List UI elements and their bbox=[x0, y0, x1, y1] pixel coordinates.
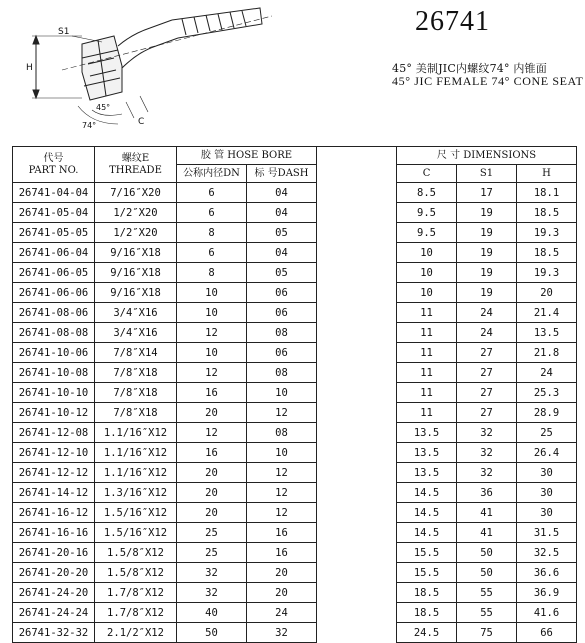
cell-dash: 16 bbox=[247, 523, 317, 543]
table-row bbox=[13, 223, 577, 243]
label-angle45: 45° bbox=[96, 103, 111, 112]
cell-dash: 04 bbox=[247, 243, 317, 263]
cell-h: 36.6 bbox=[517, 563, 577, 583]
cell-c: 13.5 bbox=[397, 423, 457, 443]
cell-thread: 1.7/8″X12 bbox=[95, 583, 177, 603]
cell-thread: 7/8″X18 bbox=[95, 363, 177, 383]
cell-dn: 12 bbox=[177, 363, 247, 383]
cell-part-no: 26741-06-06 bbox=[13, 283, 95, 303]
cell-c: 9.5 bbox=[397, 203, 457, 223]
table-row bbox=[13, 583, 577, 603]
cell-part-no: 26741-10-12 bbox=[13, 403, 95, 423]
table-row bbox=[13, 543, 577, 563]
cell-thread: 9/16″X18 bbox=[95, 283, 177, 303]
table-row bbox=[13, 243, 577, 263]
cell-c: 11 bbox=[397, 343, 457, 363]
cell-dn: 12 bbox=[177, 423, 247, 443]
header-part-cn: 代号 bbox=[43, 152, 64, 164]
table-row bbox=[13, 363, 577, 383]
cell-thread: 1.5/16″X12 bbox=[95, 503, 177, 523]
cell-s1: 17 bbox=[457, 183, 517, 203]
cell-gap bbox=[317, 523, 397, 543]
cell-part-no: 26741-16-16 bbox=[13, 523, 95, 543]
cell-dn: 6 bbox=[177, 203, 247, 223]
table-row bbox=[13, 603, 577, 623]
table-row bbox=[13, 303, 577, 323]
cell-c: 24.5 bbox=[397, 623, 457, 643]
cell-gap bbox=[317, 263, 397, 283]
cell-part-no: 26741-05-04 bbox=[13, 203, 95, 223]
cell-dash: 12 bbox=[247, 503, 317, 523]
cell-thread: 7/8″X14 bbox=[95, 343, 177, 363]
cell-dn: 6 bbox=[177, 183, 247, 203]
cell-dash: 20 bbox=[247, 563, 317, 583]
cell-h: 36.9 bbox=[517, 583, 577, 603]
header-part-en: PART NO. bbox=[28, 164, 79, 176]
cell-dash: 08 bbox=[247, 323, 317, 343]
description-cn: 45° 美制JIC内螺纹74° 内锥面 bbox=[392, 62, 547, 75]
cell-thread: 3/4″X16 bbox=[95, 323, 177, 343]
cell-dash: 08 bbox=[247, 363, 317, 383]
cell-dn: 16 bbox=[177, 443, 247, 463]
cell-dn: 32 bbox=[177, 563, 247, 583]
cell-gap bbox=[317, 543, 397, 563]
table-row bbox=[13, 623, 577, 643]
cell-dash: 06 bbox=[247, 283, 317, 303]
cell-dash: 10 bbox=[247, 443, 317, 463]
cell-dn: 20 bbox=[177, 503, 247, 523]
cell-gap bbox=[317, 343, 397, 363]
cell-c: 8.5 bbox=[397, 183, 457, 203]
cell-s1: 24 bbox=[457, 323, 517, 343]
cell-dn: 20 bbox=[177, 483, 247, 503]
cell-h: 21.4 bbox=[517, 303, 577, 323]
header-thread-cn: 螺纹E bbox=[121, 152, 150, 164]
cell-h: 25.3 bbox=[517, 383, 577, 403]
cell-s1: 27 bbox=[457, 343, 517, 363]
cell-dash: 06 bbox=[247, 303, 317, 323]
header-thread bbox=[95, 147, 177, 183]
cell-gap bbox=[317, 323, 397, 343]
cell-gap bbox=[317, 443, 397, 463]
header-dash: 标 号DASH bbox=[247, 165, 317, 183]
cell-s1: 24 bbox=[457, 303, 517, 323]
table-row bbox=[13, 283, 577, 303]
header-gap bbox=[317, 147, 397, 183]
cell-part-no: 26741-06-05 bbox=[13, 263, 95, 283]
cell-part-no: 26741-24-20 bbox=[13, 583, 95, 603]
cell-h: 18.1 bbox=[517, 183, 577, 203]
cell-gap bbox=[317, 383, 397, 403]
cell-c: 18.5 bbox=[397, 603, 457, 623]
cell-thread: 9/16″X18 bbox=[95, 243, 177, 263]
cell-s1: 19 bbox=[457, 223, 517, 243]
cell-s1: 27 bbox=[457, 363, 517, 383]
cell-gap bbox=[317, 403, 397, 423]
cell-h: 18.5 bbox=[517, 203, 577, 223]
cell-dn: 25 bbox=[177, 543, 247, 563]
cell-dn: 32 bbox=[177, 583, 247, 603]
cell-gap bbox=[317, 483, 397, 503]
cell-dash: 05 bbox=[247, 223, 317, 243]
cell-c: 13.5 bbox=[397, 443, 457, 463]
cell-c: 15.5 bbox=[397, 543, 457, 563]
cell-part-no: 26741-20-16 bbox=[13, 543, 95, 563]
cell-s1: 27 bbox=[457, 403, 517, 423]
cell-dn: 50 bbox=[177, 623, 247, 643]
cell-dash: 05 bbox=[247, 263, 317, 283]
header-c: C bbox=[397, 165, 457, 183]
table-row bbox=[13, 403, 577, 423]
cell-c: 11 bbox=[397, 403, 457, 423]
cell-s1: 41 bbox=[457, 503, 517, 523]
cell-h: 30 bbox=[517, 503, 577, 523]
cell-part-no: 26741-14-12 bbox=[13, 483, 95, 503]
cell-s1: 55 bbox=[457, 603, 517, 623]
cell-gap bbox=[317, 183, 397, 203]
cell-thread: 1.1/16″X12 bbox=[95, 463, 177, 483]
cell-thread: 1.1/16″X12 bbox=[95, 423, 177, 443]
cell-part-no: 26741-04-04 bbox=[13, 183, 95, 203]
cell-gap bbox=[317, 603, 397, 623]
cell-c: 11 bbox=[397, 303, 457, 323]
cell-gap bbox=[317, 423, 397, 443]
label-h: H bbox=[26, 63, 33, 73]
cell-gap bbox=[317, 583, 397, 603]
cell-thread: 1.5/8″X12 bbox=[95, 563, 177, 583]
cell-thread: 2.1/2″X12 bbox=[95, 623, 177, 643]
table-row bbox=[13, 443, 577, 463]
cell-thread: 7/8″X18 bbox=[95, 403, 177, 423]
header-thread-en: THREADE bbox=[109, 164, 162, 176]
cell-c: 10 bbox=[397, 263, 457, 283]
cell-thread: 1.5/8″X12 bbox=[95, 543, 177, 563]
cell-s1: 50 bbox=[457, 563, 517, 583]
cell-thread: 9/16″X18 bbox=[95, 263, 177, 283]
cell-gap bbox=[317, 563, 397, 583]
cell-h: 19.3 bbox=[517, 263, 577, 283]
cell-h: 20 bbox=[517, 283, 577, 303]
table-row bbox=[13, 463, 577, 483]
cell-dash: 32 bbox=[247, 623, 317, 643]
cell-c: 14.5 bbox=[397, 483, 457, 503]
cell-s1: 19 bbox=[457, 283, 517, 303]
dimensions-table bbox=[12, 146, 577, 643]
cell-s1: 19 bbox=[457, 203, 517, 223]
cell-s1: 50 bbox=[457, 543, 517, 563]
cell-dn: 8 bbox=[177, 223, 247, 243]
cell-part-no: 26741-24-24 bbox=[13, 603, 95, 623]
cell-dn: 10 bbox=[177, 283, 247, 303]
cell-gap bbox=[317, 283, 397, 303]
table-row bbox=[13, 383, 577, 403]
cell-dash: 16 bbox=[247, 543, 317, 563]
cell-c: 14.5 bbox=[397, 523, 457, 543]
cell-s1: 32 bbox=[457, 463, 517, 483]
label-s1: S1 bbox=[58, 27, 70, 37]
cell-s1: 55 bbox=[457, 583, 517, 603]
cell-dash: 12 bbox=[247, 483, 317, 503]
cell-c: 11 bbox=[397, 363, 457, 383]
cell-gap bbox=[317, 463, 397, 483]
cell-h: 30 bbox=[517, 463, 577, 483]
cell-dn: 10 bbox=[177, 343, 247, 363]
cell-part-no: 26741-12-10 bbox=[13, 443, 95, 463]
cell-s1: 41 bbox=[457, 523, 517, 543]
cell-s1: 19 bbox=[457, 263, 517, 283]
cell-dash: 24 bbox=[247, 603, 317, 623]
cell-dn: 8 bbox=[177, 263, 247, 283]
cell-s1: 19 bbox=[457, 243, 517, 263]
cell-c: 9.5 bbox=[397, 223, 457, 243]
cell-gap bbox=[317, 223, 397, 243]
header-dimensions: 尺 寸 DIMENSIONS bbox=[397, 147, 577, 165]
table-row bbox=[13, 203, 577, 223]
cell-gap bbox=[317, 623, 397, 643]
cell-thread: 1.7/8″X12 bbox=[95, 603, 177, 623]
cell-thread: 1.5/16″X12 bbox=[95, 523, 177, 543]
cell-c: 11 bbox=[397, 383, 457, 403]
cell-gap bbox=[317, 243, 397, 263]
cell-part-no: 26741-06-04 bbox=[13, 243, 95, 263]
cell-s1: 75 bbox=[457, 623, 517, 643]
cell-h: 32.5 bbox=[517, 543, 577, 563]
cell-thread: 1/2″X20 bbox=[95, 223, 177, 243]
part-number-title: 26741 bbox=[415, 6, 490, 37]
cell-c: 10 bbox=[397, 243, 457, 263]
cell-h: 26.4 bbox=[517, 443, 577, 463]
cell-c: 10 bbox=[397, 283, 457, 303]
cell-h: 41.6 bbox=[517, 603, 577, 623]
table-row bbox=[13, 563, 577, 583]
cell-part-no: 26741-10-08 bbox=[13, 363, 95, 383]
cell-dn: 20 bbox=[177, 463, 247, 483]
cell-dn: 40 bbox=[177, 603, 247, 623]
header-s1: S1 bbox=[457, 165, 517, 183]
cell-c: 18.5 bbox=[397, 583, 457, 603]
cell-thread: 1.3/16″X12 bbox=[95, 483, 177, 503]
table-body bbox=[13, 183, 577, 643]
table-row bbox=[13, 503, 577, 523]
cell-h: 30 bbox=[517, 483, 577, 503]
cell-part-no: 26741-16-12 bbox=[13, 503, 95, 523]
cell-h: 25 bbox=[517, 423, 577, 443]
cell-part-no: 26741-08-08 bbox=[13, 323, 95, 343]
cell-h: 19.3 bbox=[517, 223, 577, 243]
header-dn: 公称内径DN bbox=[177, 165, 247, 183]
cell-dn: 10 bbox=[177, 303, 247, 323]
table-row bbox=[13, 263, 577, 283]
cell-gap bbox=[317, 203, 397, 223]
cell-thread: 1.1/16″X12 bbox=[95, 443, 177, 463]
cell-dn: 6 bbox=[177, 243, 247, 263]
table-row bbox=[13, 523, 577, 543]
header-part bbox=[13, 147, 95, 183]
cell-part-no: 26741-12-12 bbox=[13, 463, 95, 483]
cell-gap bbox=[317, 363, 397, 383]
table-row bbox=[13, 483, 577, 503]
cell-h: 28.9 bbox=[517, 403, 577, 423]
cell-dash: 20 bbox=[247, 583, 317, 603]
cell-c: 15.5 bbox=[397, 563, 457, 583]
cell-h: 24 bbox=[517, 363, 577, 383]
cell-s1: 32 bbox=[457, 443, 517, 463]
cell-dash: 06 bbox=[247, 343, 317, 363]
fitting-drawing bbox=[22, 6, 292, 136]
cell-dn: 20 bbox=[177, 403, 247, 423]
cell-dn: 25 bbox=[177, 523, 247, 543]
cell-gap bbox=[317, 503, 397, 523]
cell-dash: 08 bbox=[247, 423, 317, 443]
cell-s1: 27 bbox=[457, 383, 517, 403]
cell-s1: 36 bbox=[457, 483, 517, 503]
cell-c: 13.5 bbox=[397, 463, 457, 483]
header-hose-bore: 胶 管 HOSE BORE bbox=[177, 147, 317, 165]
cell-part-no: 26741-32-32 bbox=[13, 623, 95, 643]
cell-h: 18.5 bbox=[517, 243, 577, 263]
table-row bbox=[13, 343, 577, 363]
cell-part-no: 26741-08-06 bbox=[13, 303, 95, 323]
label-angle74: 74° bbox=[82, 121, 97, 130]
cell-h: 21.8 bbox=[517, 343, 577, 363]
cell-part-no: 26741-05-05 bbox=[13, 223, 95, 243]
cell-dash: 12 bbox=[247, 463, 317, 483]
table-row bbox=[13, 423, 577, 443]
cell-dash: 10 bbox=[247, 383, 317, 403]
description-en: 45° JIC FEMALE 74° CONE SEAT bbox=[392, 74, 584, 88]
cell-s1: 32 bbox=[457, 423, 517, 443]
cell-gap bbox=[317, 303, 397, 323]
cell-c: 14.5 bbox=[397, 503, 457, 523]
table-row bbox=[13, 183, 577, 203]
table-header-row bbox=[13, 147, 577, 165]
header-h: H bbox=[517, 165, 577, 183]
cell-thread: 3/4″X16 bbox=[95, 303, 177, 323]
cell-thread: 7/8″X18 bbox=[95, 383, 177, 403]
cell-dash: 04 bbox=[247, 203, 317, 223]
cell-h: 66 bbox=[517, 623, 577, 643]
cell-dn: 12 bbox=[177, 323, 247, 343]
cell-dn: 16 bbox=[177, 383, 247, 403]
cell-part-no: 26741-12-08 bbox=[13, 423, 95, 443]
cell-part-no: 26741-10-06 bbox=[13, 343, 95, 363]
cell-thread: 7/16″X20 bbox=[95, 183, 177, 203]
cell-dash: 12 bbox=[247, 403, 317, 423]
label-c: C bbox=[138, 117, 145, 127]
cell-part-no: 26741-20-20 bbox=[13, 563, 95, 583]
cell-dash: 04 bbox=[247, 183, 317, 203]
cell-c: 11 bbox=[397, 323, 457, 343]
cell-h: 13.5 bbox=[517, 323, 577, 343]
cell-thread: 1/2″X20 bbox=[95, 203, 177, 223]
cell-part-no: 26741-10-10 bbox=[13, 383, 95, 403]
table-row bbox=[13, 323, 577, 343]
cell-h: 31.5 bbox=[517, 523, 577, 543]
